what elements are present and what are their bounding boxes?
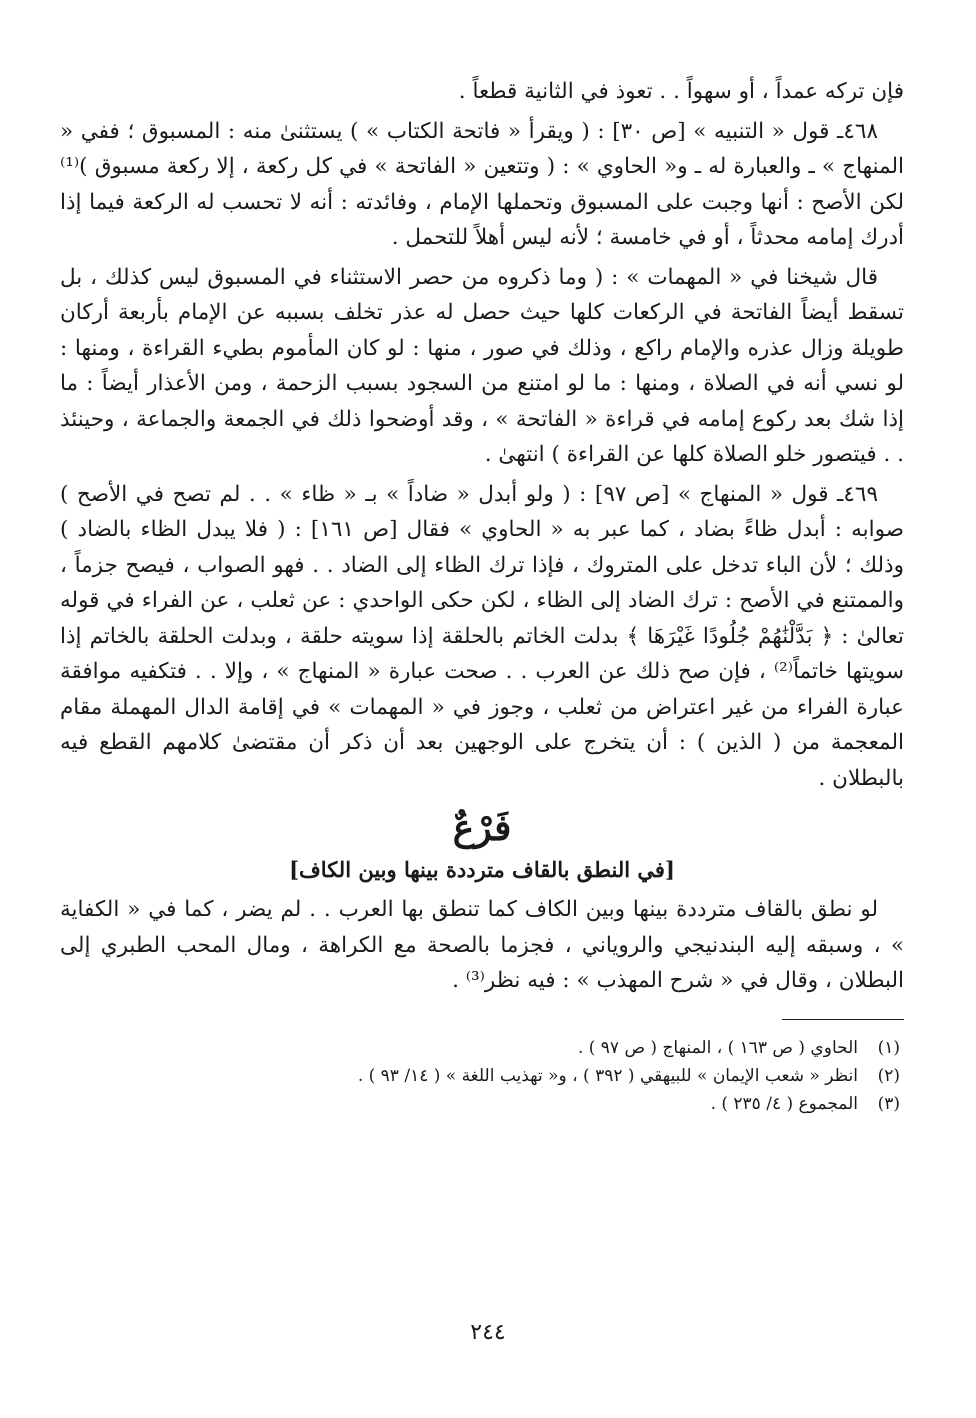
paragraph-469: ٤٦٩ـ قول « المنهاج » [ص ٩٧] : ( ولو أبدل « ضاداً » بـ « ظاء » . . لم تصح في الأصح ) صوابه : أبدل ظاءً بضاد ، كما عبر به « الحاوي » فقال [ص ١٦١] : ( فلا يبدل الظاء بالضاد ) وذلك ؛ لأن الباء تدخل على المتروك ، فإذا ترك الظاء إلى الضاد . . فهو الصواب ، فيصح جزماً ، والممتنع في الأصح : ترك الضاد إلى الظاء ، لكن حكى الواحدي : عن ثعلب ، عن الفراء في قوله تعالىٰ : ﴿ بَدَّلْنَٰهُمْ جُلُودًا غَيْرَهَا ﴾ بدلت الخاتم بالحلقة إذا سويته حلقة ، وبدلت الحلقة بالخاتم إذا سويتها خاتماً⁽²⁾ ، فإن صح ذلك عن العرب . . صحت عبارة « المنهاج » ، وإلا . . فتكفيه موافقة عبارة الفراء من غير اعتراض من ثعلب ، وجوز في « المهمات » في إقامة الدال المهملة مقام المعجمة من ( الذين ) : أن يتخرج على الوجهين بعد أن ذكر أن مقتضىٰ كلامهم القطع فيه بالبطلان . bbox=[60, 481, 905, 791]
footnote bbox=[60, 1062, 904, 1090]
page-body bbox=[60, 74, 904, 1118]
section-title: [في النطق بالقاف مترددة بينها وبين الكاف] bbox=[289, 857, 675, 882]
footnote-divider bbox=[782, 1019, 904, 1020]
footnote-number: (٢) bbox=[877, 1065, 900, 1086]
paragraph-qaf: لو نطق بالقاف مترددة بينها وبين الكاف كما تنطق بها العرب . . لم يضر ، كما في « الكفاية » ، وسبقه إليه البندنيجي والروياني ، فجزما بالصحة مع الكراهة ، ومال المحب الطبري إلى البطلان ، وقال في « شرح المهذب » : فيه نظر⁽³⁾ . bbox=[60, 897, 904, 993]
paragraph-intro: فإن تركه عمداً ، أو سهواً . . تعوذ في الثانية قطعاً . bbox=[458, 79, 904, 104]
paragraph-468: ٤٦٨ـ قول « التنبيه » [ص ٣٠] : ( ويقرأ « فاتحة الكتاب » ) يستثنىٰ منه : المسبوق ؛ ففي « المنهاج » ـ والعبارة له ـ و« الحاوي » : ( وتتعين « الفاتحة » في كل ركعة ، إلا ركعة مسبوق )⁽¹⁾ لكن الأصح : أنها وجبت على المسبوق وتحملها الإمام ، وفائدته : أنه لا تحسب له الركعة فيما إذا أدرك إمامه محدثاً ، أو في خامسة ؛ لأنه ليس أهلاً للتحمل . bbox=[60, 118, 904, 250]
footnote-text: المجموع ( ٤/ ٢٣٥ ) . bbox=[710, 1093, 858, 1114]
footnote-text: انظر « شعب الإيمان » للبيهقي ( ٣٩٢ ) ، و« تهذيب اللغة » ( ١٤/ ٩٣ ) . bbox=[357, 1065, 858, 1086]
page-number: ٢٤٤ bbox=[470, 1320, 506, 1345]
footnote-text: الحاوي ( ص ١٦٣ ) ، المنهاج ( ص ٩٧ ) . bbox=[577, 1037, 858, 1058]
footnote bbox=[60, 1090, 904, 1118]
section-ornament: فَرْعٌ bbox=[452, 807, 512, 849]
footnote-number: (٣) bbox=[877, 1093, 900, 1114]
footnote bbox=[60, 1034, 904, 1062]
paragraph-muhimmat: قال شيخنا في « المهمات » : ( وما ذكروه من حصر الاستثناء في المسبوق ليس كذلك ، بل تسقط أيضاً الفاتحة في الركعات كلها حيث حصل له عذر تخلف بسببه عن الإمام بأربعة أركان طويلة وزال عذره والإمام راكع ، وذلك في صور ، منها : لو كان المأموم بطيء القراءة ، ومنها : لو نسي أنه في الصلاة ، ومنها : ما لو امتنع من السجود بسبب الزحمة ، ومن الأعذار أيضاً : ما إذا شك بعد ركوع إمامه في قراءة « الفاتحة » ، وقد أوضحوا ذلك في الجمعة والجماعة ، وحينئذ . . فيتصور خلو الصلاة كلها عن القراءة ) انتهىٰ . bbox=[60, 264, 904, 467]
footnote-number: (١) bbox=[877, 1037, 900, 1058]
